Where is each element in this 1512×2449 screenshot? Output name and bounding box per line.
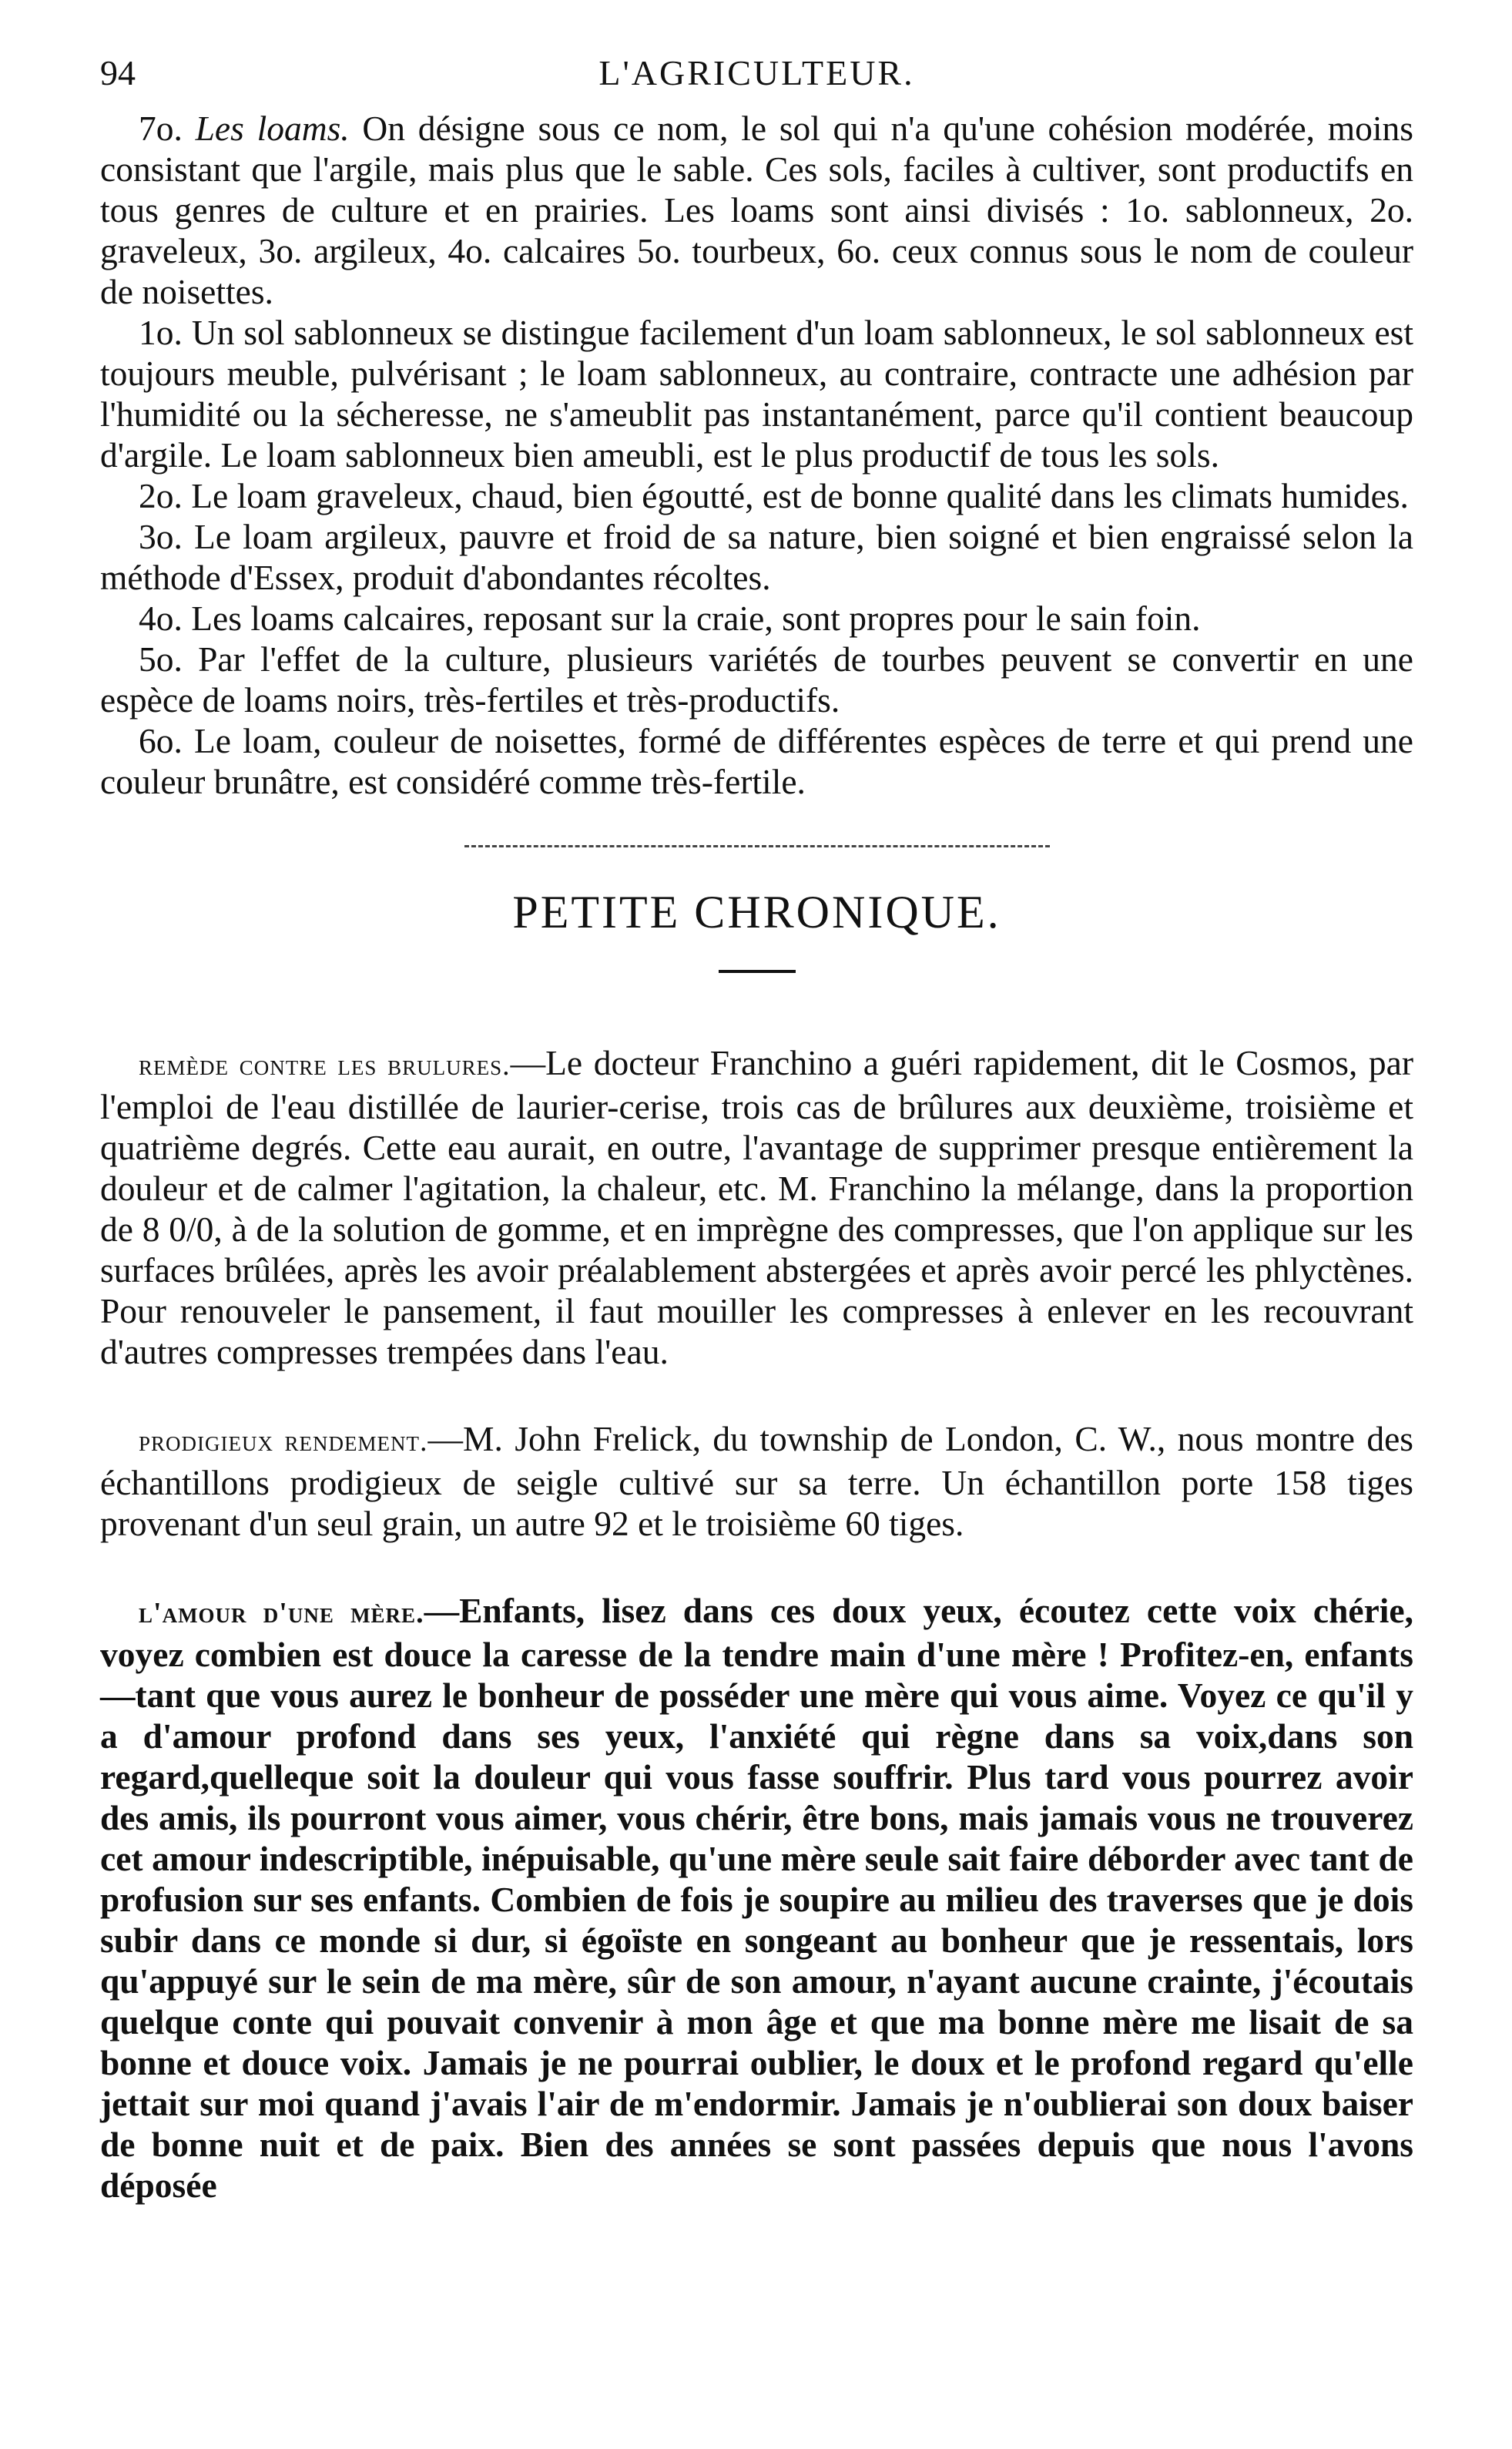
entry-text: —Enfants, lisez dans ces doux yeux, écoutez cette voix chérie, voyez combien est douce la caresse de la tendre main d'une mère ! Profitez-en, enfants—tant que vous aurez le bonheur de posséder une mère qui vous aime. Voyez ce qu'il y a d'amour profond dans ses yeux, l'anxiété qui règne dans sa voix,dans son regard,quelleque soit la douleur qui vous fasse souffrir. Plus tard vous pourrez avoir des amis, ils pourront vous aimer, vous chérir, être bons, mais jamais vous ne trouverez cet amour indescriptible, inépuisable, qu'une mère seule sait faire déborder avec tant de profusion sur ses enfants. Combien de fois je soupire au milieu des traverses que je dois subir dans ce monde si dur, si égoïste en songeant au bonheur que je ressentais, lors qu'appuyé sur le sein de ma mère, sûr de son amour, n'ayant aucune crainte, j'écoutais quelque conte qui pouvait convenir à mon âge et que ma bonne mère me lisait de sa bonne et douce voix. Jamais je ne pourrai oublier, le doux et le profond regard qu'elle jettait sur moi quand j'avais l'air de m'endormir. Jamais je n'oublierai son doux baiser de bonne nuit et de paix. Bien des années se sont passées depuis que nous l'avons déposée xyxy=(100,1591,1414,2205)
loam-item: 3o. Le loam argileux, pauvre et froid de sa nature, bien soigné et bien engraissé selon la méthode d'Essex, produit d'abondantes récoltes. xyxy=(100,517,1413,597)
entry-text: —Le docteur Franchino a guéri rapidement, dit le Cosmos, par l'emploi de l'eau distillée de laurier-cerise, trois cas de brûlures aux deuxième, troisième et quatrième degrés. Cette eau aurait, en outre, l'avantage de supprimer presque entièrement la douleur et de calmer l'agitation, la chaleur, etc. M. Franchino la mélange, dans la proportion de 8 0/0, à de la solution de gomme, et en imprègne des compresses, que l'on applique sur les surfaces brûlées, après les avoir préalablement abstergées et après avoir percé les phlyctènes. Pour renouveler le pansement, il faut mouiller les compresses à enlever en les recouvrant d'autres compresses trempées dans l'eau. xyxy=(100,1043,1413,1371)
loams-intro xyxy=(100,108,1413,312)
entry-heading: prodigieux rendement. xyxy=(139,1425,428,1458)
loams-intro-term: Les loams. xyxy=(195,109,350,148)
section-title: PETITE CHRONIQUE. xyxy=(512,887,1001,938)
entry-heading: remède contre les brulures. xyxy=(139,1049,511,1082)
running-title: L'AGRICULTEUR. xyxy=(598,53,915,92)
book-page xyxy=(100,46,1413,2206)
entry-text: —M. John Frelick, du township de London, C. W., nous montre des échantillons prodigieux de seigle cultivé sur sa terre. Un échantillon porte 158 tiges provenant d'un seul grain, un autre 92 et le troisième 60 tiges. xyxy=(100,1419,1413,1543)
chronique-entry xyxy=(100,1042,1413,1372)
chronique-entry xyxy=(100,1590,1413,2206)
loam-item: 1o. Un sol sablonneux se distingue facilement d'un loam sablonneux, le sol sablonneux est toujours meuble, pulvérisant ; le loam sablonneux, au contraire, contracte une adhésion par l'humidité ou la sécheresse, ne s'ameublit pas instantanément, parce qu'il contient beaucoup d'argile. Le loam sablonneux bien ameubli, est le plus productif de tous les sols. xyxy=(100,313,1413,475)
chronique-entry xyxy=(100,1418,1413,1544)
loams-intro-text: On désigne sous ce nom, le sol qui n'a qu'une cohésion modérée, moins consistant que l'argile, mais plus que le sable. Ces sols, faciles à cultiver, sont productifs en tous genres de culture et en prairies. Les loams sont ainsi divisés : 1o. sablonneux, 2o. graveleux, 3o. argileux, 4o. calcaires 5o. tourbeux, 6o. ceux connus sous le nom de couleur de noisettes. xyxy=(100,109,1414,311)
loam-item: 6o. Le loam, couleur de noisettes, formé de différentes espèces de terre et qui prend une couleur brunâtre, est considéré comme très-fertile. xyxy=(100,721,1413,801)
title-rule xyxy=(719,970,796,973)
entry-heading: l'amour d'une mère. xyxy=(139,1597,424,1629)
section-divider xyxy=(464,845,1050,847)
loam-item: 2o. Le loam graveleux, chaud, bien égoutté, est de bonne qualité dans les climats humides. xyxy=(139,476,1409,515)
loam-item: 5o. Par l'effet de la culture, plusieurs variétés de tourbes peuvent se convertir en une espèce de loams noirs, très-fertiles et très-productifs. xyxy=(100,639,1413,720)
page-header xyxy=(100,46,1413,108)
loam-item: 4o. Les loams calcaires, reposant sur la craie, sont propres pour le sain foin. xyxy=(139,599,1201,638)
page-number: 94 xyxy=(100,53,136,92)
loams-intro-label: 7o. xyxy=(139,109,183,148)
